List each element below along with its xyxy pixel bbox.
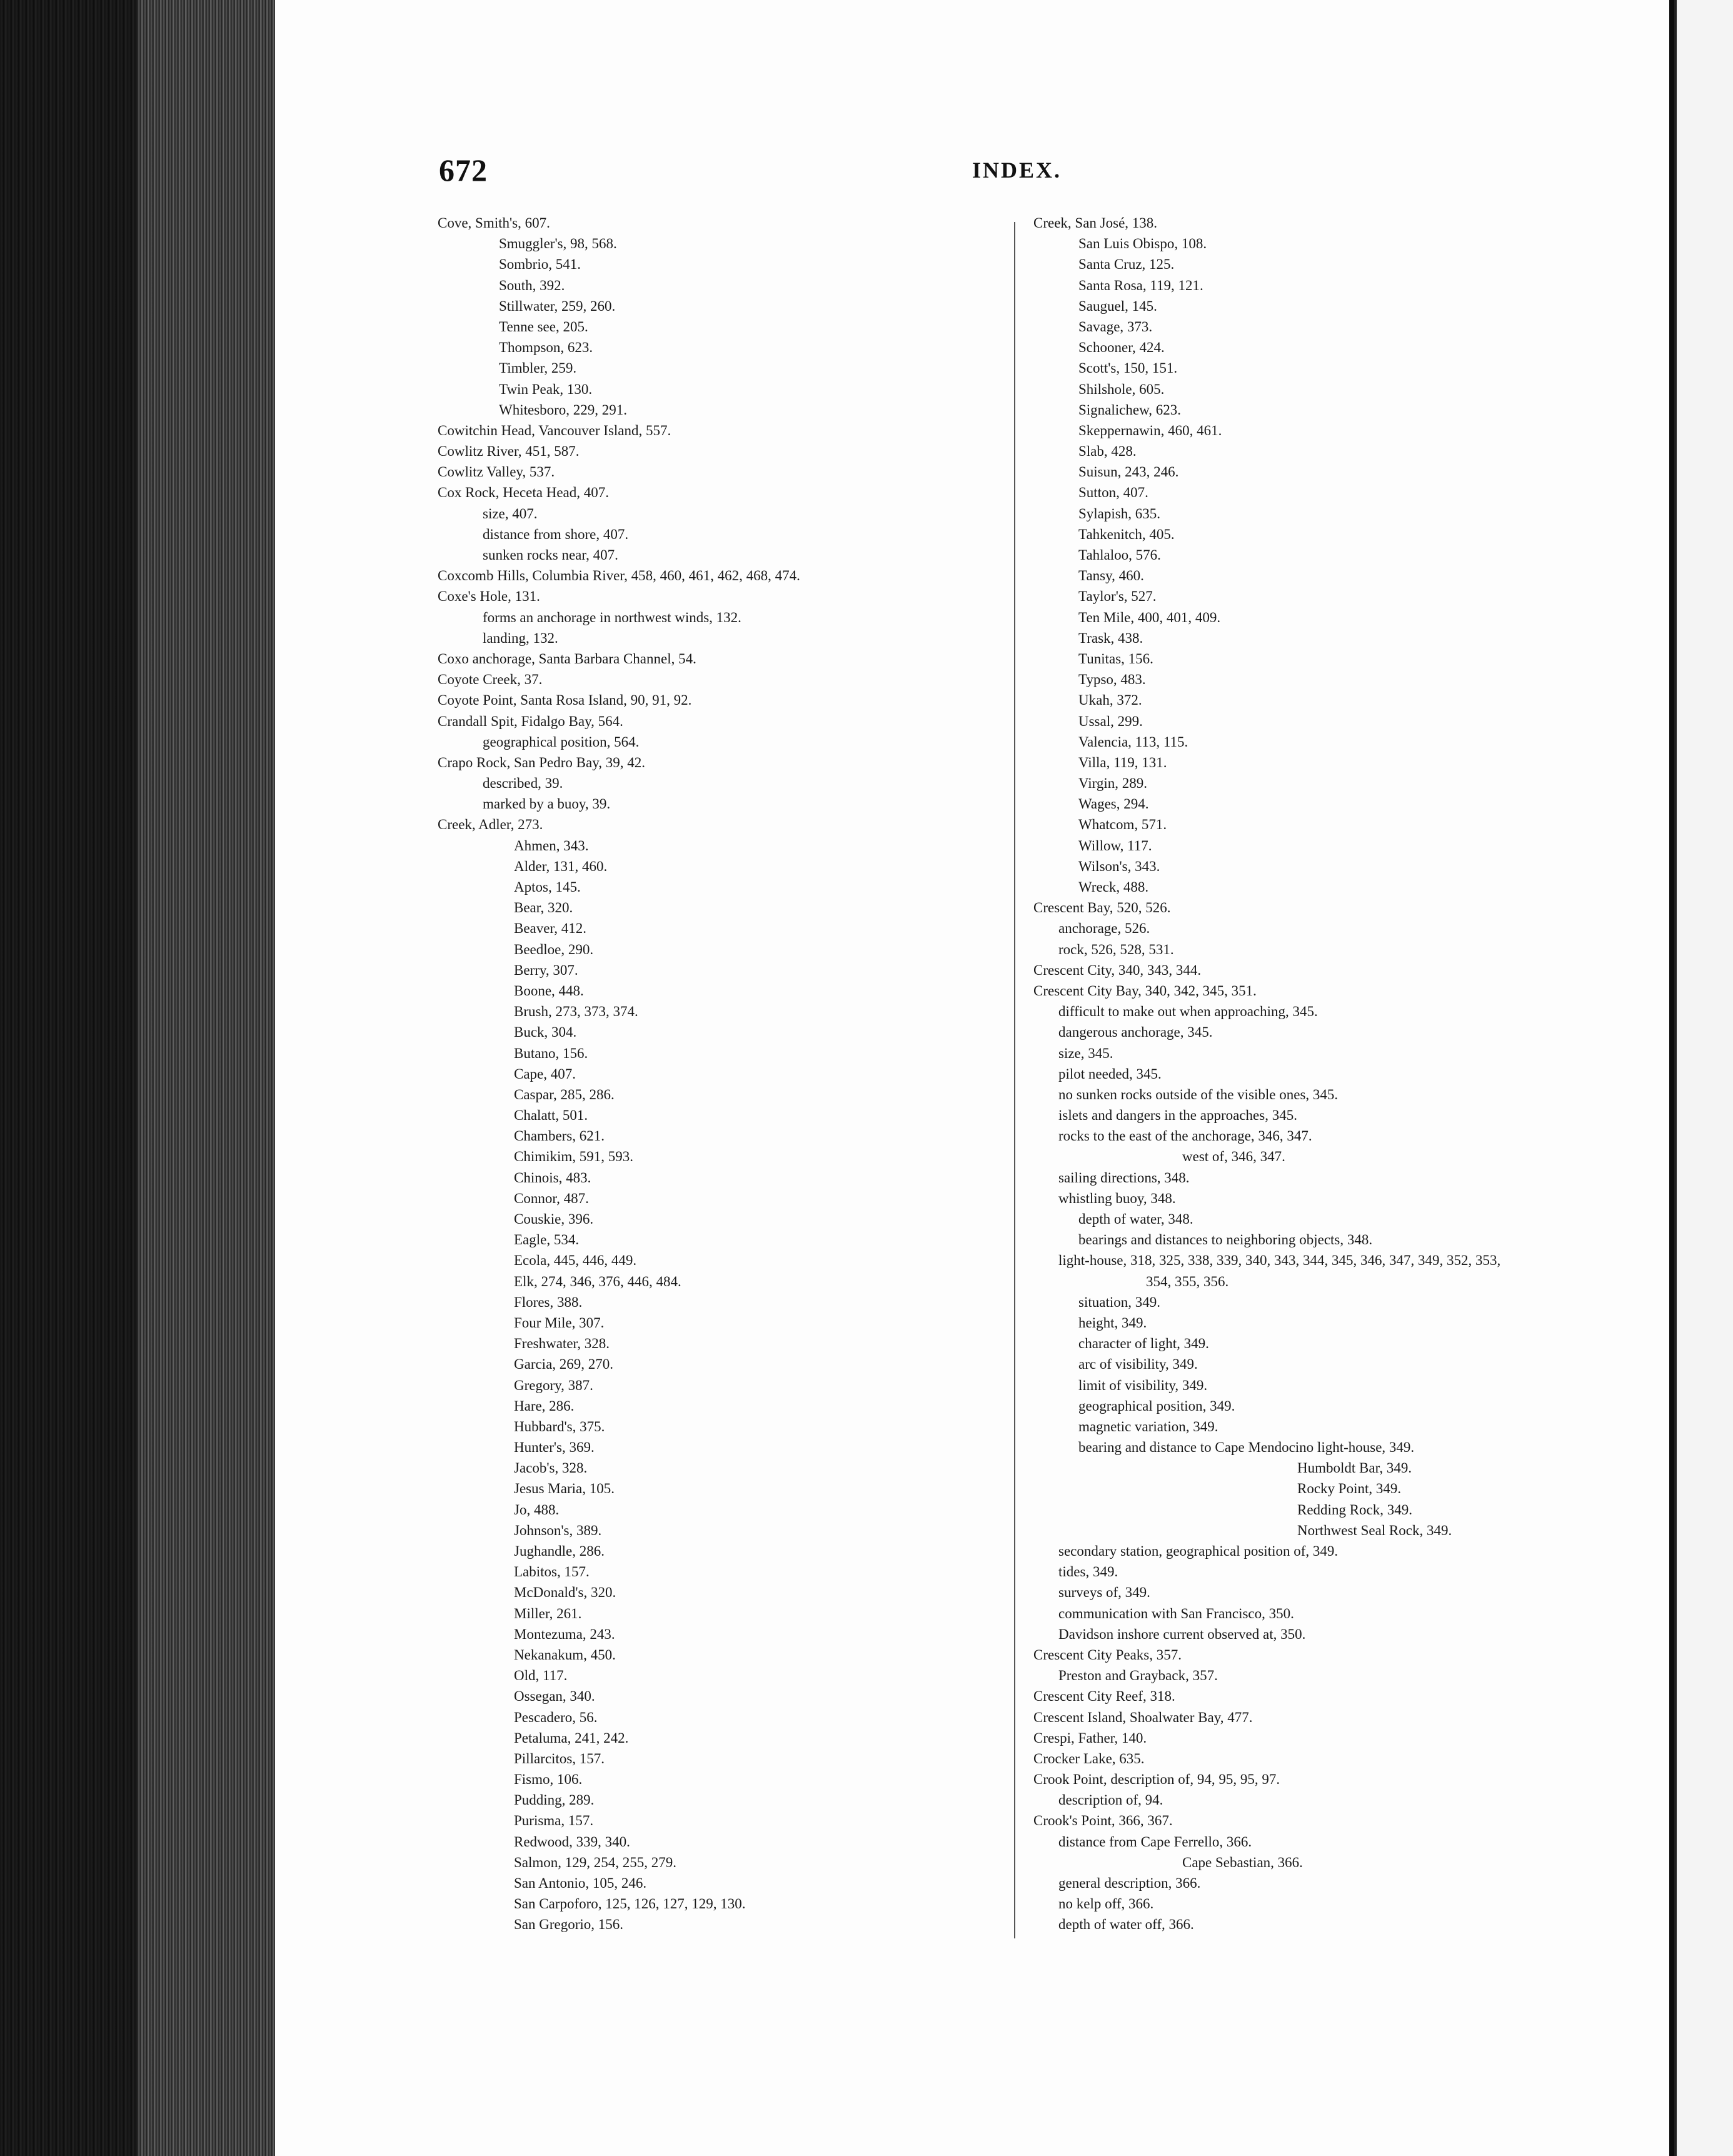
index-entry: Preston and Grayback, 357.	[1058, 1668, 1218, 1684]
index-entry: Cox Rock, Heceta Head, 407.	[438, 485, 610, 501]
index-entry: Jo, 488.	[514, 1501, 560, 1518]
index-entry: Hubbard's, 375.	[514, 1418, 605, 1434]
index-entry: pilot needed, 345.	[1058, 1065, 1162, 1082]
index-entry: Villa, 119, 131.	[1078, 754, 1167, 770]
index-entry: Beedloe, 290.	[514, 941, 594, 957]
index-entry: Chalatt, 501.	[514, 1107, 588, 1124]
index-entry: Redding Rock, 349.	[1297, 1501, 1412, 1518]
index-entry: Creek, San José, 138.	[1033, 215, 1158, 231]
index-entry: Jacob's, 328.	[514, 1460, 588, 1476]
index-column-left	[438, 213, 1038, 1935]
index-entry: sailing directions, 348.	[1058, 1169, 1190, 1186]
index-entry: west of, 346, 347.	[1182, 1149, 1285, 1165]
index-entry: Old, 117.	[514, 1668, 568, 1684]
index-entry: Santa Rosa, 119, 121.	[1078, 277, 1203, 293]
index-entry: height, 349.	[1078, 1314, 1147, 1331]
index-entry: Chambers, 621.	[514, 1128, 605, 1144]
index-entry: Crescent Island, Shoalwater Bay, 477.	[1033, 1709, 1253, 1725]
index-entry: Fismo, 106.	[514, 1771, 583, 1788]
index-entry: arc of visibility, 349.	[1078, 1356, 1198, 1373]
index-entry: light-house, 318, 325, 338, 339, 340, 343, 344, 345, 346, 347, 349, 352, 353,	[1058, 1252, 1501, 1269]
index-entry: Coxo anchorage, Santa Barbara Channel, 54.	[438, 650, 696, 667]
index-entry: Virgin, 289.	[1078, 775, 1148, 792]
index-entry: Labitos, 157.	[514, 1564, 590, 1580]
index-entry: Taylor's, 527.	[1078, 588, 1157, 605]
index-entry: Crescent Bay, 520, 526.	[1033, 900, 1171, 916]
index-entry: rock, 526, 528, 531.	[1058, 941, 1174, 957]
index-entry: Garcia, 269, 270.	[514, 1356, 614, 1373]
index-entry: rocks to the east of the anchorage, 346, 347.	[1058, 1128, 1312, 1144]
index-entry: Willow, 117.	[1078, 837, 1152, 854]
index-entry: Eagle, 534.	[514, 1232, 580, 1248]
index-entry: Ussal, 299.	[1078, 713, 1143, 729]
index-entry: Couskie, 396.	[514, 1211, 594, 1227]
index-entry: surveys of, 349.	[1058, 1584, 1150, 1601]
index-entry: Rocky Point, 349.	[1297, 1481, 1402, 1497]
index-entry: Crescent City Reef, 318.	[1033, 1688, 1175, 1705]
index-entry: situation, 349.	[1078, 1294, 1160, 1310]
index-entry: Northwest Seal Rock, 349.	[1297, 1522, 1452, 1538]
index-entry: bearing and distance to Cape Mendocino light-house, 349.	[1078, 1439, 1415, 1456]
index-entry: Elk, 274, 346, 376, 446, 484.	[514, 1273, 681, 1289]
index-entry: Davidson inshore current observed at, 350.	[1058, 1626, 1306, 1642]
index-entry: Coyote Point, Santa Rosa Island, 90, 91, 92.	[438, 692, 692, 708]
index-entry: Whatcom, 571.	[1078, 817, 1167, 833]
index-entry: Coxe's Hole, 131.	[438, 588, 540, 605]
index-entry: depth of water, 348.	[1078, 1211, 1193, 1227]
index-entry: Tenne see, 205.	[499, 318, 588, 335]
index-entry: Wreck, 488.	[1078, 879, 1149, 895]
index-entry: Thompson, 623.	[499, 340, 593, 356]
page-number: 672	[439, 153, 488, 188]
page-stack-edge	[138, 0, 275, 2156]
index-entry: Aptos, 145.	[514, 879, 581, 895]
index-entry: Coxcomb Hills, Columbia River, 458, 460, 461, 462, 468, 474.	[438, 568, 800, 584]
index-entry: Crandall Spit, Fidalgo Bay, 564.	[438, 713, 623, 729]
index-entry: 354, 355, 356.	[1146, 1273, 1229, 1289]
index-entry: Gregory, 387.	[514, 1377, 593, 1393]
index-entry: Cape, 407.	[514, 1065, 576, 1082]
index-entry: Santa Cruz, 125.	[1078, 256, 1175, 273]
index-entry: difficult to make out when approaching, 345.	[1058, 1004, 1318, 1020]
index-entry: Jesus Maria, 105.	[514, 1481, 615, 1497]
index-entry: limit of visibility, 349.	[1078, 1377, 1208, 1393]
index-entry: Petaluma, 241, 242.	[514, 1730, 629, 1746]
index-entry: landing, 132.	[483, 630, 558, 646]
index-entry: San Antonio, 105, 246.	[514, 1875, 647, 1891]
index-entry: Shilshole, 605.	[1078, 381, 1165, 397]
index-entry: geographical position, 564.	[483, 733, 640, 750]
index-entry: no kelp off, 366.	[1058, 1896, 1154, 1912]
index-entry: secondary station, geographical position of, 349.	[1058, 1543, 1339, 1559]
index-entry: description of, 94.	[1058, 1792, 1163, 1808]
index-entry: character of light, 349.	[1078, 1336, 1209, 1352]
index-entry: Bear, 320.	[514, 900, 573, 916]
index-entry: described, 39.	[483, 775, 563, 792]
index-entry: Johnson's, 389.	[514, 1522, 602, 1538]
index-entry: Wages, 294.	[1078, 796, 1149, 812]
index-entry: forms an anchorage in northwest winds, 132.	[483, 609, 741, 625]
book-edge	[0, 0, 275, 2156]
index-entry: Crescent City Peaks, 357.	[1033, 1646, 1182, 1663]
index-entry: Connor, 487.	[514, 1190, 589, 1206]
index-entry: Schooner, 424.	[1078, 340, 1165, 356]
index-entry: Buck, 304.	[514, 1024, 577, 1040]
index-entry: Creek, Adler, 273.	[438, 817, 543, 833]
index-entry: Tunitas, 156.	[1078, 650, 1153, 667]
index-entry: Crocker Lake, 635.	[1033, 1750, 1145, 1766]
index-entry: Coyote Creek, 37.	[438, 672, 543, 688]
index-entry: Timbler, 259.	[499, 360, 577, 376]
index-entry: marked by a buoy, 39.	[483, 796, 611, 812]
index-entry: Ukah, 372.	[1078, 692, 1142, 708]
index-entry: Crook Point, description of, 94, 95, 95, 97.	[1033, 1771, 1280, 1788]
running-head: INDEX.	[972, 158, 1062, 183]
index-entry: Savage, 373.	[1078, 318, 1153, 335]
index-entry: Scott's, 150, 151.	[1078, 360, 1178, 376]
index-entry: Slab, 428.	[1078, 443, 1137, 460]
index-entry: size, 345.	[1058, 1045, 1113, 1061]
index-entry: bearings and distances to neighboring objects, 348.	[1078, 1232, 1373, 1248]
index-entry: Freshwater, 328.	[514, 1336, 610, 1352]
index-entry: Twin Peak, 130.	[499, 381, 593, 397]
index-entry: Trask, 438.	[1078, 630, 1143, 646]
index-entry: no sunken rocks outside of the visible ones, 345.	[1058, 1086, 1339, 1102]
index-entry: Whitesboro, 229, 291.	[499, 401, 628, 418]
index-entry: tides, 349.	[1058, 1564, 1118, 1580]
index-entry: Pudding, 289.	[514, 1792, 595, 1808]
index-entry: Ossegan, 340.	[514, 1688, 595, 1705]
index-entry: depth of water off, 366.	[1058, 1917, 1194, 1933]
index-entry: San Luis Obispo, 108.	[1078, 236, 1207, 252]
index-entry: South, 392.	[499, 277, 565, 293]
index-entry: dangerous anchorage, 345.	[1058, 1024, 1213, 1040]
index-entry: Ahmen, 343.	[514, 837, 589, 854]
index-entry: distance from Cape Ferrello, 366.	[1058, 1833, 1252, 1850]
index-entry: Valencia, 113, 115.	[1078, 733, 1188, 750]
index-entry: Miller, 261.	[514, 1605, 582, 1621]
index-entry: Cape Sebastian, 366.	[1182, 1854, 1303, 1870]
index-entry: size, 407.	[483, 505, 538, 521]
index-entry: Ten Mile, 400, 401, 409.	[1078, 609, 1221, 625]
index-entry: Crescent City, 340, 343, 344.	[1033, 962, 1202, 978]
index-entry: McDonald's, 320.	[514, 1584, 616, 1601]
index-entry: Hunter's, 369.	[514, 1439, 595, 1456]
index-entry: magnetic variation, 349.	[1078, 1418, 1218, 1434]
index-entry: Sutton, 407.	[1078, 485, 1148, 501]
index-entry: Sombrio, 541.	[499, 256, 581, 273]
index-entry: Crapo Rock, San Pedro Bay, 39, 42.	[438, 754, 645, 770]
index-entry: whistling buoy, 348.	[1058, 1190, 1176, 1206]
index-entry: Chinois, 483.	[514, 1169, 591, 1186]
index-entry: Humboldt Bar, 349.	[1297, 1460, 1412, 1476]
index-entry: Suisun, 243, 246.	[1078, 464, 1179, 480]
index-entry: San Gregorio, 156.	[514, 1917, 624, 1933]
index-entry: Four Mile, 307.	[514, 1314, 605, 1331]
index-entry: Alder, 131, 460.	[514, 858, 608, 874]
index-entry: anchorage, 526.	[1058, 920, 1150, 937]
index-entry: Pescadero, 56.	[514, 1709, 598, 1725]
index-entry: Nekanakum, 450.	[514, 1646, 616, 1663]
index-entry: distance from shore, 407.	[483, 526, 629, 542]
index-entry: islets and dangers in the approaches, 345.	[1058, 1107, 1297, 1124]
index-entry: Cowlitz Valley, 537.	[438, 464, 555, 480]
index-entry: Sylapish, 635.	[1078, 505, 1160, 521]
index-entry: Crook's Point, 366, 367.	[1033, 1813, 1173, 1829]
index-entry: Crescent City Bay, 340, 342, 345, 351.	[1033, 982, 1257, 999]
index-entry: San Carpoforo, 125, 126, 127, 129, 130.	[514, 1896, 746, 1912]
index-entry: Brush, 273, 373, 374.	[514, 1004, 638, 1020]
index-entry: Montezuma, 243.	[514, 1626, 615, 1642]
index-entry: Cowlitz River, 451, 587.	[438, 443, 580, 460]
index-entry: sunken rocks near, 407.	[483, 547, 618, 563]
index-entry: Hare, 286.	[514, 1398, 575, 1414]
index-entry: Tahkenitch, 405.	[1078, 526, 1175, 542]
index-entry: Caspar, 285, 286.	[514, 1086, 615, 1102]
index-entry: Cove, Smith's, 607.	[438, 215, 550, 231]
index-entry: Typso, 483.	[1078, 672, 1146, 688]
index-entry: Pillarcitos, 157.	[514, 1750, 605, 1766]
index-entry: Skeppernawin, 460, 461.	[1078, 422, 1222, 438]
index-entry: Purisma, 157.	[514, 1813, 594, 1829]
index-entry: Ecola, 445, 446, 449.	[514, 1252, 637, 1269]
index-column-right	[1033, 213, 1571, 1935]
index-entry: Cowitchin Head, Vancouver Island, 557.	[438, 422, 671, 438]
facing-page-sliver	[1674, 0, 1733, 2156]
index-entry: Redwood, 339, 340.	[514, 1833, 630, 1850]
index-entry: Tansy, 460.	[1078, 568, 1144, 584]
index-entry: Wilson's, 343.	[1078, 858, 1160, 874]
index-entry: geographical position, 349.	[1078, 1398, 1235, 1414]
index-entry: general description, 366.	[1058, 1875, 1201, 1891]
index-entry: Boone, 448.	[514, 982, 584, 999]
index-entry: Smuggler's, 98, 568.	[499, 236, 617, 252]
index-entry: Signalichew, 623.	[1078, 401, 1181, 418]
index-entry: Tahlaloo, 576.	[1078, 547, 1161, 563]
index-entry: Crespi, Father, 140.	[1033, 1730, 1147, 1746]
index-entry: Beaver, 412.	[514, 920, 586, 937]
index-entry: Berry, 307.	[514, 962, 578, 978]
index-entry: Jughandle, 286.	[514, 1543, 605, 1559]
index-entry: Butano, 156.	[514, 1045, 588, 1061]
index-entry: Chimikim, 591, 593.	[514, 1149, 634, 1165]
facing-page-edge	[1669, 0, 1733, 2156]
index-entry: Sauguel, 145.	[1078, 298, 1157, 314]
index-entry: Stillwater, 259, 260.	[499, 298, 616, 314]
index-entry: communication with San Francisco, 350.	[1058, 1605, 1294, 1621]
index-entry: Flores, 388.	[514, 1294, 583, 1310]
column-divider	[1014, 222, 1015, 1938]
index-entry: Salmon, 129, 254, 255, 279.	[514, 1854, 677, 1870]
